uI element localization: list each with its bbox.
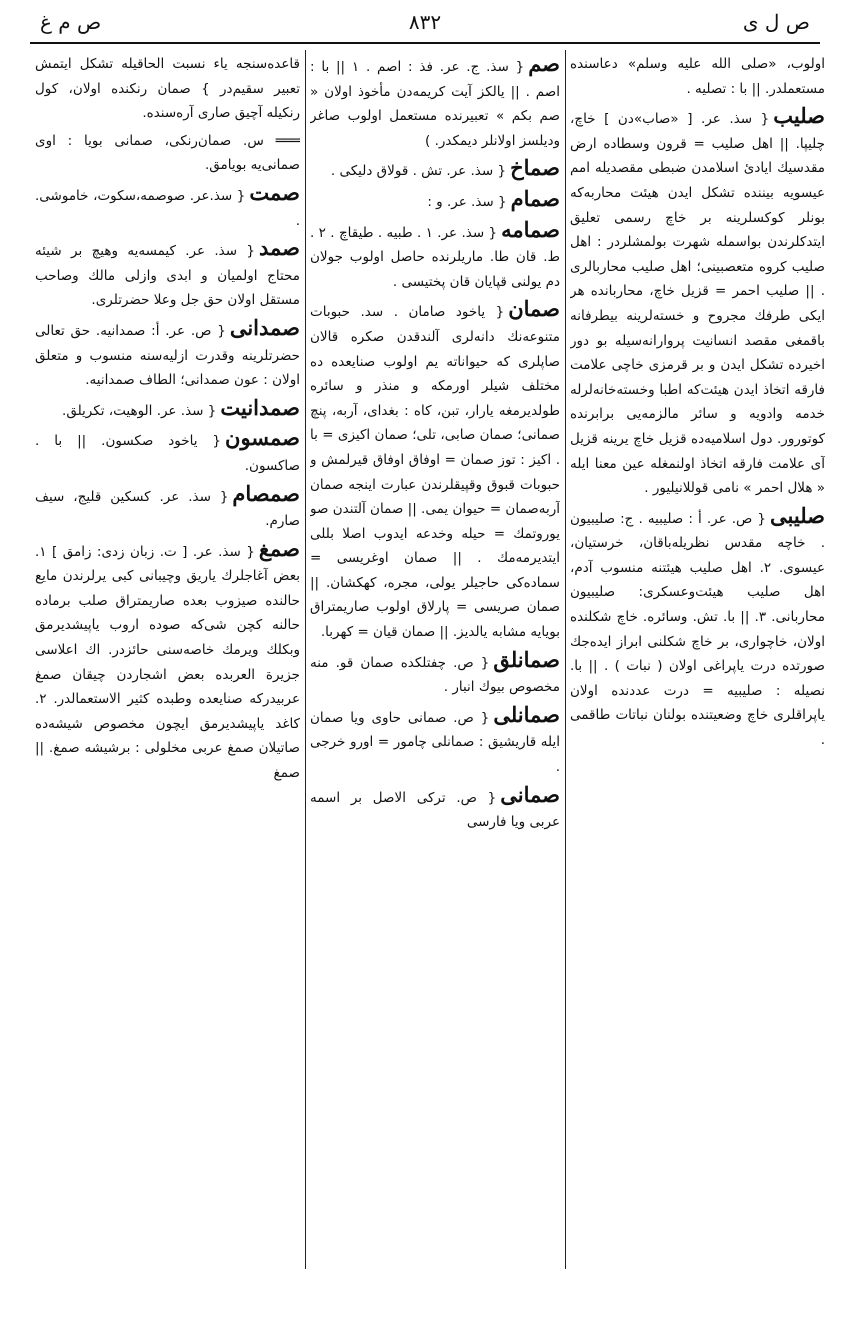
column-divider [305, 50, 306, 1269]
header-rule [30, 42, 820, 44]
header-right-letters: ص ل ی [742, 10, 810, 34]
page-number: ۸۳۲ [408, 10, 442, 34]
entry-definition: اولوب، «صلی الله علیه وسلم» دعاسنده مستعملدر. || با : تصلیه . [570, 56, 825, 97]
dictionary-entry [310, 703, 560, 780]
entry-headword: صمت [249, 179, 300, 205]
entry-headword: صمسون [225, 425, 300, 451]
dictionary-entry [310, 52, 560, 153]
entry-definition: { ص. صمانی حاوی ویا صمان ایله قاریشیق : صمانلی چامور = اورو خرجی . [310, 709, 560, 776]
entry-definition: { سذ.عر. صوصمه،سکوت، خاموشی. . [35, 187, 300, 229]
dictionary-entry [570, 504, 825, 753]
entry-definition: { سذ. عر. و : [427, 193, 507, 210]
header-left-letters: ص م غ [40, 10, 102, 34]
entry-definition: { سذ. عر. الوهیت، تکریلق. [62, 402, 217, 419]
page-header [30, 10, 820, 40]
entry-headword: صمانی [500, 781, 560, 807]
dictionary-entry [310, 156, 560, 184]
entry-headword: صمان [508, 296, 560, 322]
dictionary-entry [310, 187, 560, 215]
entry-definition: { ص. عر. أ: صمدانیه. حق تعالی حضرتلرینه وقدرت ازلیه‌سنه منسوب و متعلق اولان : عون صمدانی؛ الطاف صمدانیه. [35, 322, 300, 389]
entry-headword: صمانلق [493, 646, 560, 672]
dictionary-entry [570, 104, 825, 501]
entry-definition: { سذ. عر. کسکین قلیج، سیف صارم. [35, 488, 300, 530]
entry-definition: { سذ. ج. عر. فذ : اصم . ۱ || با : اصم . || یالکز آیت کریمه‌دن مأخوذ اولان « صم بکم » تعبیرنده مستعمل اولوب صاغر ودیلسز اولانلر دیمکدر. ) [310, 59, 560, 149]
dictionary-entry [35, 236, 300, 313]
entry-definition: { سذ. عر. [ «صاب»دن ] خاچ، چلیپا. || اهل صلیب = قرون وسطاده ارض مقدسیك ایادیٔ اسلامدن ضبطی مقصدیله امم عیسویه بیننده تشکل ایدن هیئت محاربه‌که بونلر کوکسلرینه بر خاچ رسمی تعلیق ایتدکلرندن بواسمله شهرت بولمشلردر : اهل صلیب کروه متعصبینی؛ اهل صلیب محاربالری . || صلیب احمر = قزیل خاچ، محاربانده هر ایکی طرفك مجروح و خسته‌لرینه بیطرفانه باقمغی مقصد انسانیت پروارانه‌سیله بو دور اخیرده تشکل ایدن و بر قرمزی خاچی علامت فارقه اتخاذ ایدن هیئت‌که اطبا وخسته‌خانه‌لرله خدمه وادویه و سائر مالزمه‌یی برابرنده کوتورور. دول اسلامیه‌ده قزیل خاچ یرینه قزیل آی علامت فارقه اتخاذ اولنمغله عین معنا ایله « هلال احمر » نامی قوللانیلیور . [570, 111, 825, 497]
entry-definition: ═══ س. صمان‌رنکی، صمانی بویا : اوی صمانی‌یه بویامق. [35, 132, 300, 174]
entry-definition: { ص. ترکی الاصل بر اسمه عربی ویا فارسی [310, 789, 560, 831]
entry-definition: { ص. عر. أ : صلیبیه . ج: صلیبیون . خاچه مقدس نظریله‌باقان، خرستیان، عیسوی. ۲. اهل صلیب هیئتنه منسوب آدم، اهل صلیب هیئت‌وعسکری: صلیبیون محاربانی. ۳. || با. تش. وسائره. خاچ شکلنده اولان، خاچواری، بر خاچ شکلنی ابراز ایده‌جك صورتده درت یاپراغی اولان ( نبات ) . || با. نصیله : صلیبیه = درت عددنده اولان یاپراقلری خاچ وضعیتنده بولنان نباتات طاقمی . [570, 510, 825, 749]
entry-headword: صمام [510, 185, 560, 211]
column-left [35, 52, 300, 1277]
dictionary-entry [35, 537, 300, 786]
dictionary-entry [310, 783, 560, 835]
entry-headword: صمغ [258, 535, 300, 561]
entry-headword: صم [528, 52, 560, 76]
dictionary-entry [35, 316, 300, 393]
entry-definition: { سذ. عر. ۱ . طبیه . طیقاچ . ۲ . ط. قان طا. ماریلرنده حاصل اولوب جولان دم یولنی قپایان قان پختیسی . [310, 224, 560, 290]
dictionary-entry [35, 426, 300, 478]
entry-headword: صلیب [773, 103, 825, 129]
entry-definition: { سذ. عر. تش . قولاق دلیکی . [330, 163, 507, 180]
entry-headword: صمدانی [229, 314, 300, 340]
column-divider [565, 50, 566, 1269]
dictionary-entry [35, 129, 300, 178]
dictionary-entry [35, 181, 300, 233]
entry-headword: صمدانیت [220, 394, 300, 420]
entry-definition: { ص. چفتلکده صمان قو. منه مخصوص بیوك انبار . [310, 654, 560, 696]
entry-definition: { سذ. عر. [ ت. زبان زدی: زامق ] ۱. بعض آغاجلرك یاریق وچیبانی کبی یرلرندن مایع حالنده صیزوب بعده صاریمتراق صلب برماده حالنه کچن شی‌که صوده اروب یاپیشدیرمق وبکلك ویرمك خاصه‌سنی حائزدر. اك اعلاسی جزیرة العربده بعض اشجاردن چیقان صمغ عربیدرکه صنایعده وطبده کثیر الاستعمالدر. ۲. کاغد یاپیشدیرمق ایچون مخصوص شیشه‌ده صاتیلان صمغ عربی مخلولی : برشیشه صمغ. || صمغ [35, 543, 300, 782]
entry-headword: صلیبی [770, 502, 825, 528]
entry-headword: صمانلی [493, 701, 560, 727]
column-middle [310, 52, 560, 1277]
dictionary-entry [35, 52, 300, 126]
entry-headword: صمصام [232, 480, 300, 506]
entry-definition: { سذ. عر. کیمسه‌یه وهیچ بر شیئه محتاج اولمیان و ابدی وازلی مالك وصاحب مستقل اولان حق جل وعلا حضرتلری. [35, 243, 300, 309]
entry-definition: قاعده‌سنجه یاء نسبت الحاقیله تشکل ایتمش تعبیر سقیم‌در } صمان رنکنده اولان، کول رنکیله آچیق صاری آره‌سنده. [35, 56, 300, 122]
dictionary-entry [310, 648, 560, 700]
entry-definition: { یاخود صامان . سد. حبوبات متنوعه‌نك دانه‌لری آلندقدن صکره قالان صاپلری که حیواناته یم اولوب صنایعده ده مختلف شیلر اورمکه و منذر و سائره طولدیرمغه یارار، تبن، کاه : بغدای، آربه، پنچ صمانی؛ صمان صابی، تلی؛ صمان اکیزی = با . اکیز : توز صمان = اوفاق اوفاق قیرلمش و حبوبات قبوق وقپیقلرندن عبارت اینجه صمان آربه‌صمان = حیوان یمی. || صمان آلتندن صو یوروتمك = حیله وخدعه ایدوب اصلا بللی ایتدیرمه‌مك . || صمان اوغریسی = سماده‌کی حاجیلر یولی، مجره، کهکشان. || صمان صریسی = پارلاق اولوب صاریمتراق بویایه مشابه یالدیز. || صمان قیان = کهربا. [310, 304, 560, 641]
entry-headword: صمد [259, 235, 300, 261]
column-right [570, 52, 825, 1277]
entry-definition: { یاخود صکسون. || با . صاکسون. [35, 433, 300, 474]
dictionary-entry [310, 297, 560, 644]
dictionary-entry [310, 218, 560, 295]
entry-headword: صماخ [510, 155, 560, 181]
dictionary-entry [35, 396, 300, 424]
entry-headword: صمامه [501, 216, 560, 242]
dictionary-entry [570, 52, 825, 101]
dictionary-entry [35, 482, 300, 534]
